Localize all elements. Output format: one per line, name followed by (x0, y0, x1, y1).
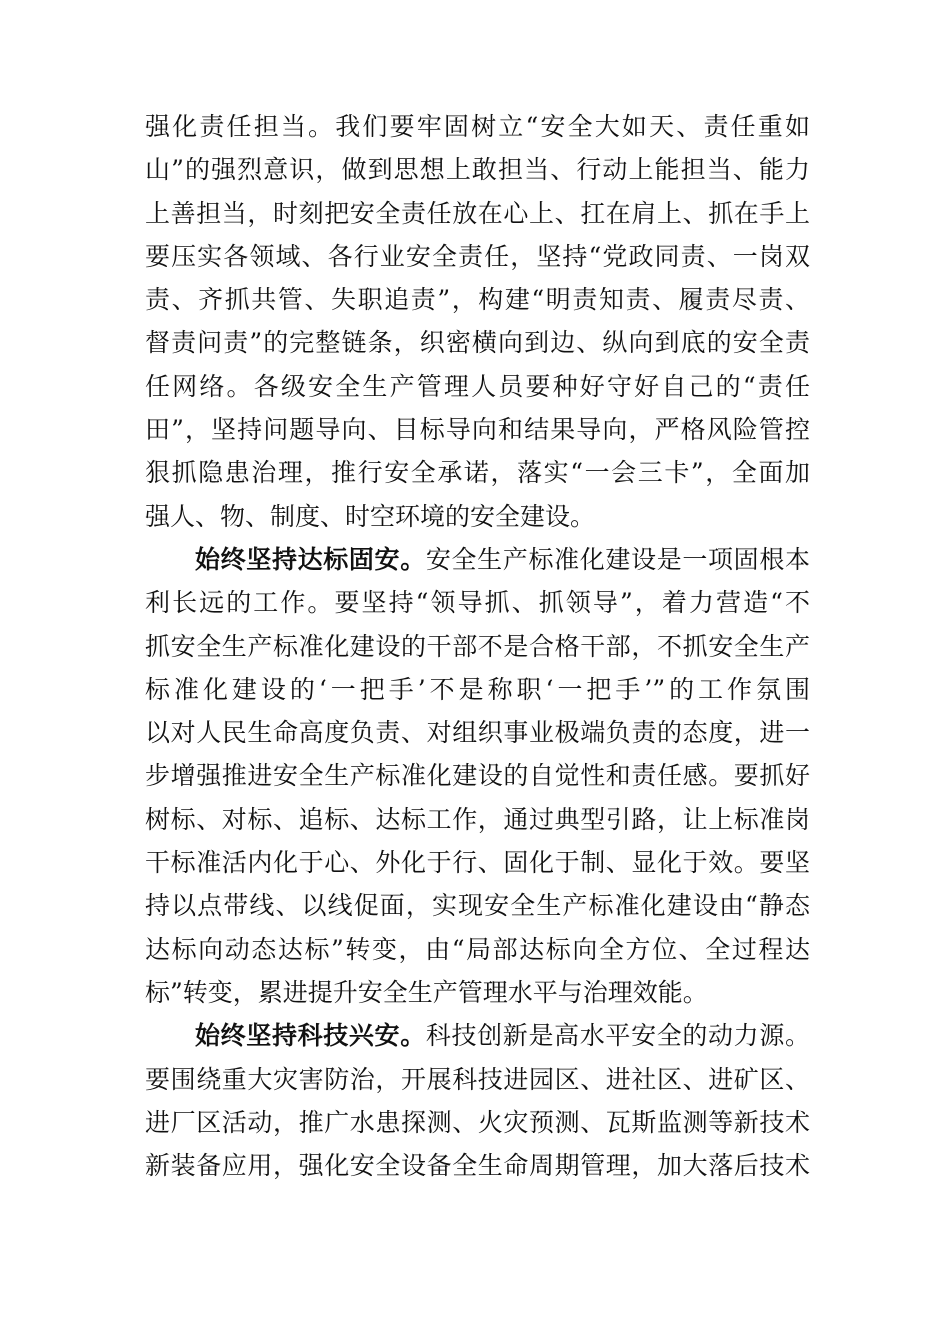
text-line: 干标准活内化于心、外化于行、固化于制、显化于效。要坚 (145, 848, 810, 878)
text-line: 要压实各领域、各行业安全责任，坚持“党政同责、一岗双 (145, 241, 810, 271)
text-line: 田”，坚持问题导向、目标导向和结果导向，严格风险管控 (145, 415, 810, 445)
paragraph-standardization (145, 538, 810, 1014)
paragraph-technology (145, 1014, 810, 1187)
text-line: 标准化建设的‘一把手’不是称职‘一把手’”的工作氛围 (145, 674, 810, 704)
paragraph-responsibility (145, 105, 810, 538)
text-line: 新装备应用，强化安全设备全生命周期管理，加大落后技术 (145, 1151, 810, 1181)
text-line: 利长远的工作。要坚持“领导抓、抓领导”，着力营造“不 (145, 588, 810, 618)
text-line: 标”转变，累进提升安全生产管理水平与治理效能。 (145, 977, 708, 1007)
text-line: 强化责任担当。我们要牢固树立“安全大如天、责任重如 (145, 112, 810, 141)
text-line: 树标、对标、追标、达标工作，通过典型引路，让上标准岗 (145, 804, 810, 834)
text-line: 达标向动态达标”转变，由“局部达标向全方位、全过程达 (145, 934, 810, 964)
text-line: 抓安全生产标准化建设的干部不是合格干部，不抓安全生产 (145, 631, 810, 661)
text-line: 责、齐抓共管、失职追责”，构建“明责知责、履责尽责、 (145, 285, 810, 315)
text-line: 持以点带线、以线促面，实现安全生产标准化建设由“静态 (145, 891, 810, 921)
text-line: 山”的强烈意识，做到思想上敢担当、行动上能担当、能力 (145, 155, 810, 185)
text-line: 步增强推进安全生产标准化建设的自觉性和责任感。要抓好 (145, 761, 810, 791)
text-line (145, 1014, 810, 1057)
text-line: 任网络。各级安全生产管理人员要种好守好自己的“责任 (145, 371, 810, 401)
text-line (145, 538, 810, 581)
text-line: 狠抓隐患治理，推行安全承诺，落实“一会三卡”，全面加 (145, 458, 810, 488)
text-line: 强人、物、制度、时空环境的安全建设。 (145, 501, 596, 531)
text-line: 上善担当，时刻把安全责任放在心上、扛在肩上、抓在手上 (145, 198, 810, 228)
text-line: 督责问责”的完整链条，织密横向到边、纵向到底的安全责 (145, 328, 810, 358)
text-run: 科技创新是高水平安全的动力源。 (425, 1021, 810, 1051)
paragraph-heading: 始终坚持科技兴安。 (195, 1021, 426, 1051)
text-line: 以对人民生命高度负责、对组织事业极端负责的态度，进一 (145, 718, 810, 748)
text-line: 进厂区活动，推广水患探测、火灾预测、瓦斯监测等新技术 (145, 1107, 810, 1137)
text-run: 安全生产标准化建设是一项固根本 (425, 544, 810, 574)
document-page (145, 105, 810, 1187)
paragraph-heading: 始终坚持达标固安。 (195, 544, 426, 574)
text-line: 要围绕重大灾害防治，开展科技进园区、进社区、进矿区、 (145, 1064, 810, 1094)
